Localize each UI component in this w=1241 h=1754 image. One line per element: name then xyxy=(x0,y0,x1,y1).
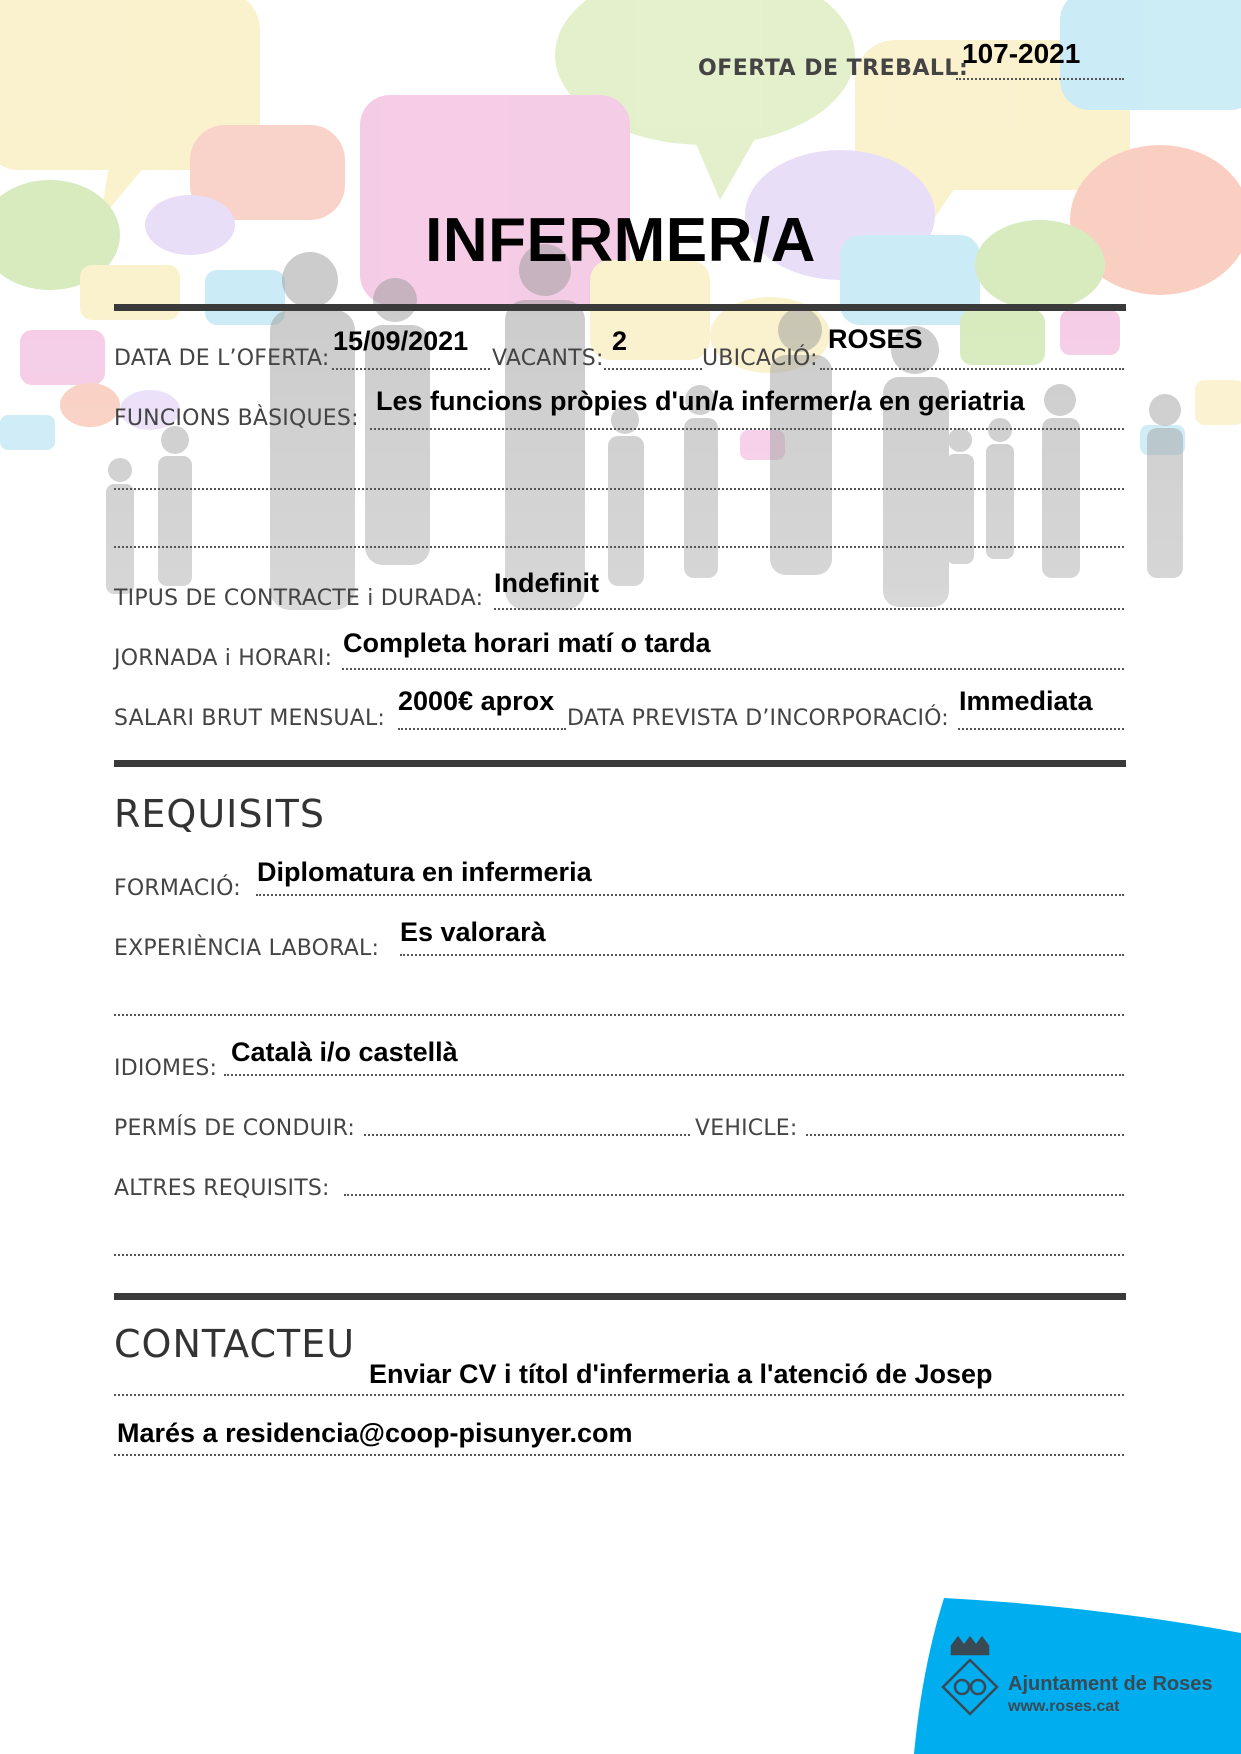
languages-label: IDIOMES: xyxy=(114,1056,218,1081)
experience-label: EXPERIÈNCIA LABORAL: xyxy=(114,936,380,961)
experience-dots xyxy=(400,954,1124,956)
education-value: Diplomatura en infermeria xyxy=(257,857,592,887)
salary-label: SALARI BRUT MENSUAL: xyxy=(114,706,386,731)
languages-dots xyxy=(224,1074,1124,1076)
offer-date-label: DATA DE L’OFERTA: xyxy=(114,346,330,371)
functions-dots-3 xyxy=(114,546,1124,548)
contact-heading: CONTACTEU xyxy=(114,1322,356,1366)
start-date-dots xyxy=(958,728,1124,730)
schedule-label: JORNADA i HORARI: xyxy=(114,646,333,671)
driving-license-label: PERMÍS DE CONDUIR: xyxy=(114,1116,356,1141)
functions-label: FUNCIONS BÀSIQUES: xyxy=(114,406,359,431)
schedule-dots xyxy=(342,668,1124,670)
vacancies-value: 2 xyxy=(612,326,628,356)
functions-value: Les funcions pròpies d'un/a infermer/a en geriatria xyxy=(376,386,1025,416)
start-date-value: Immediata xyxy=(959,686,1093,716)
start-date-label: DATA PREVISTA D’INCORPORACIÓ: xyxy=(567,706,949,731)
vacancies-dots xyxy=(604,368,702,370)
education-label: FORMACIÓ: xyxy=(114,876,241,901)
vehicle-dots xyxy=(806,1134,1124,1136)
offer-date-dots xyxy=(332,368,490,370)
requirements-heading: REQUISITS xyxy=(114,792,326,836)
location-dots xyxy=(820,368,1124,370)
experience-value: Es valorarà xyxy=(400,917,546,947)
location-value: ROSES xyxy=(828,324,923,354)
salary-value: 2000€ aprox xyxy=(398,686,555,716)
driving-license-dots xyxy=(364,1134,690,1136)
contact-dots-2 xyxy=(114,1454,1124,1456)
offer-number-dots xyxy=(956,78,1124,80)
contact-dots-1 xyxy=(114,1394,1124,1396)
vacancies-label: VACANTS: xyxy=(492,346,604,371)
divider-requirements xyxy=(114,760,1126,767)
page-title: INFERMER/A xyxy=(425,206,816,275)
divider-contact xyxy=(114,1293,1126,1300)
divider-top xyxy=(114,304,1126,311)
education-dots xyxy=(256,894,1124,896)
location-label: UBICACIÓ: xyxy=(702,346,818,371)
other-requirements-dots xyxy=(344,1194,1124,1196)
organization-url[interactable]: www.roses.cat xyxy=(1008,1698,1120,1715)
vehicle-label: VEHICLE: xyxy=(695,1116,798,1141)
offer-number-label: OFERTA DE TREBALL: xyxy=(698,56,969,81)
functions-dots-2 xyxy=(114,488,1124,490)
contract-value: Indefinit xyxy=(494,568,599,598)
offer-date-value: 15/09/2021 xyxy=(333,326,469,356)
functions-dots xyxy=(370,428,1124,430)
contract-label: TIPUS DE CONTRACTE i DURADA: xyxy=(114,586,484,611)
organization-name: Ajuntament de Roses xyxy=(1008,1673,1213,1695)
other-requirements-dots-2 xyxy=(114,1254,1124,1256)
contract-dots xyxy=(494,608,1124,610)
contact-line-1: Enviar CV i títol d'infermeria a l'atenció de Josep xyxy=(369,1359,993,1389)
salary-value-box xyxy=(398,686,561,726)
experience-dots-2 xyxy=(114,1014,1124,1016)
salary-dots xyxy=(398,728,566,730)
languages-value: Català i/o castellà xyxy=(231,1037,458,1067)
contact-line-2: Marés a residencia@coop-pisunyer.com xyxy=(117,1418,633,1448)
other-requirements-label: ALTRES REQUISITS: xyxy=(114,1176,330,1201)
schedule-value: Completa horari matí o tarda xyxy=(343,628,711,658)
offer-number-value: 107-2021 xyxy=(962,38,1081,69)
